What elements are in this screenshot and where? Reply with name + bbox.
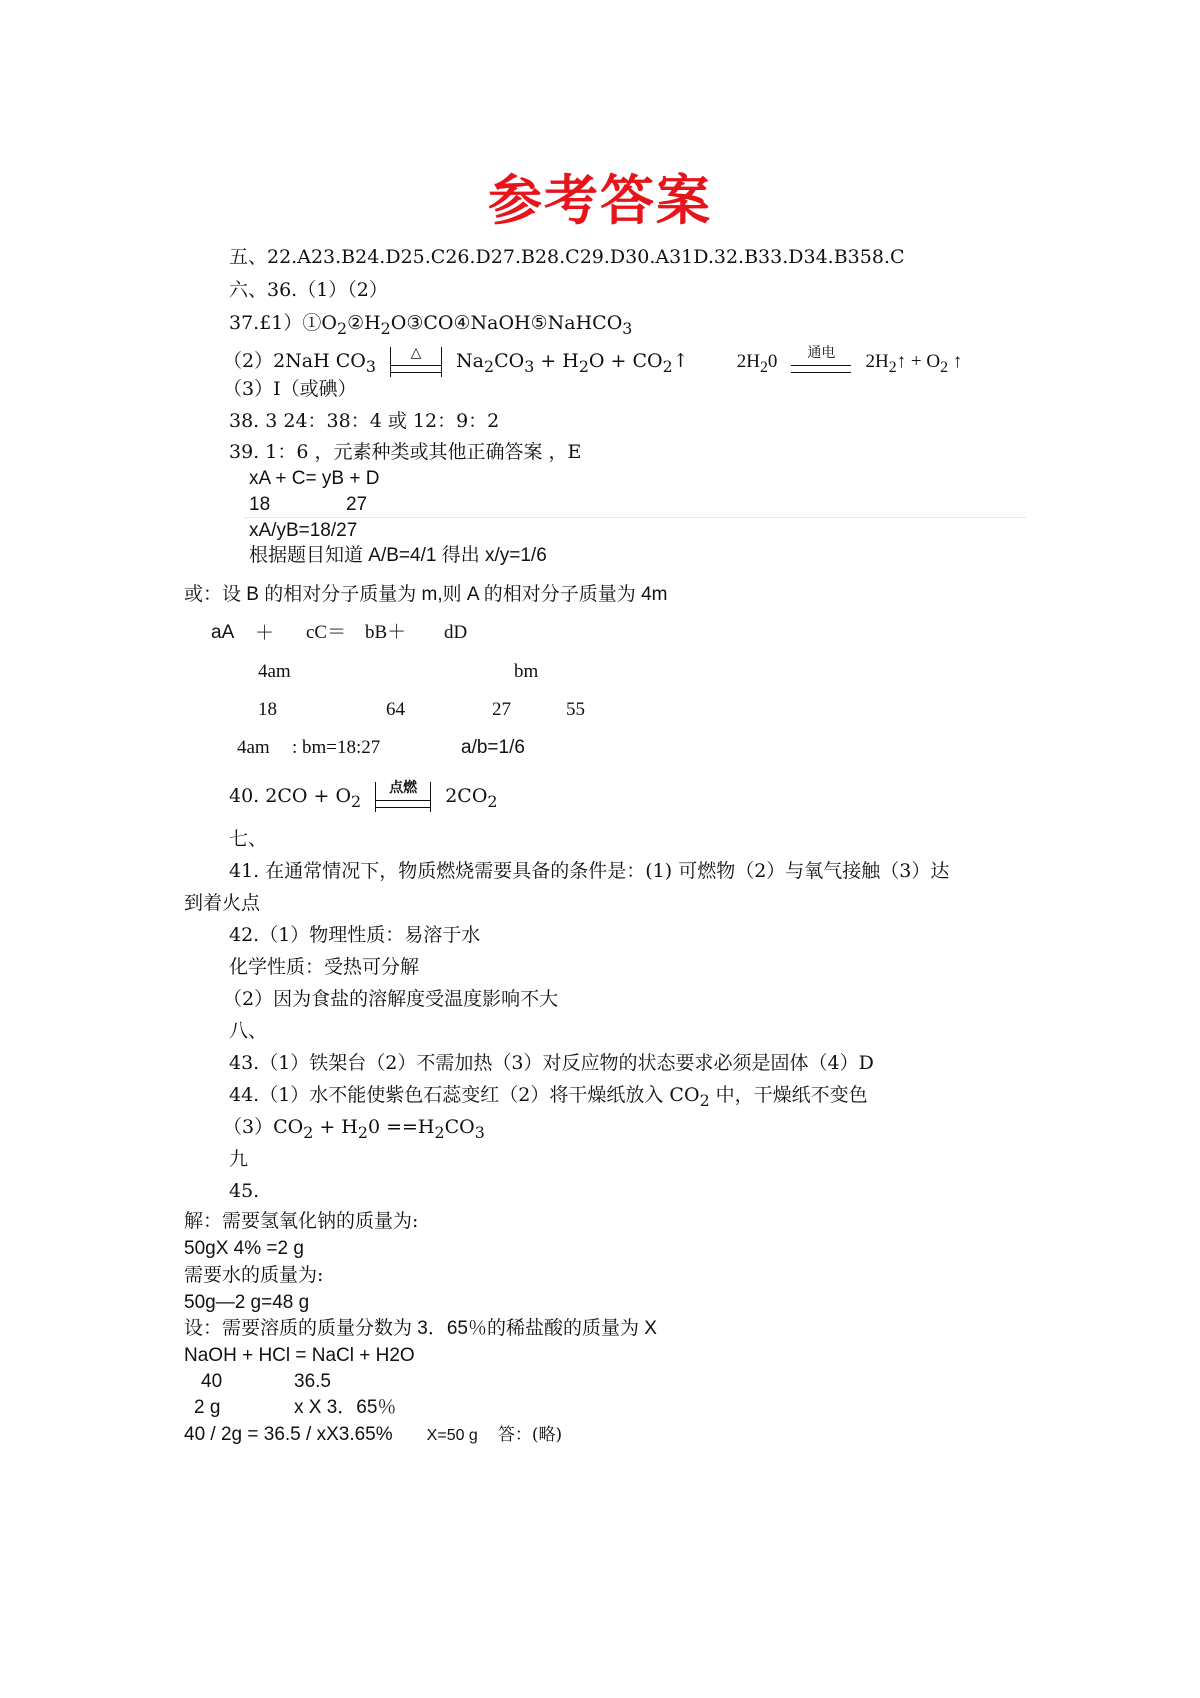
- page-title: 参考答案: [488, 169, 712, 232]
- q37-part2-equations: （2）2NaH $CO_3$ △ $Na_2CO_3 + H_2O$ + $CO_2↑$ $2H_20$ 通电 $2H_2↑ + O_2$ ↑: [223, 345, 963, 376]
- q39-equation: xA + C= yB + D: [249, 468, 380, 489]
- solution-mass-naoh: 40: [201, 1371, 223, 1392]
- q40-equation: 40. $2CO + O_2$ 点燃 $2CO_2$: [229, 780, 498, 811]
- alt-val-b: 27: [492, 699, 511, 720]
- alt-row-mass-a: 4am: [258, 661, 291, 682]
- alt-ratio-b: : bm=18:27: [292, 737, 381, 758]
- q41-line1: 41. 在通常情况下，物质燃烧需要具备的条件是：(1) 可燃物（2）与氧气接触（3）达: [229, 860, 950, 882]
- solution-line4: 50g—2 g=48 g: [184, 1292, 310, 1313]
- q39-equation-mass-b: 27: [346, 494, 368, 515]
- solution-equation: NaOH + HCl = NaCl + H2O: [184, 1345, 415, 1366]
- solution-line5: 设：需要溶质的质量分数为 3．65％的稀盐酸的质量为 X: [184, 1318, 657, 1339]
- electrolysis-condition-sign: 通电: [791, 347, 851, 377]
- q39-alternative: 或：设 B 的相对分子质量为 m,则 A 的相对分子质量为 4m: [184, 584, 668, 605]
- alt-ratio-a: 4am: [237, 737, 270, 758]
- q45-number: 45.: [229, 1180, 260, 1202]
- section-5-answers: 五、22.A23.B24.D25.C26.D27.B28.C29.D30.A31D.32.B33.D34.B358.C: [229, 246, 905, 268]
- solution-given-hcl: x X 3．65％: [294, 1397, 397, 1418]
- alt-val-a: 18: [258, 699, 277, 720]
- q42-line3: （2）因为食盐的溶解度受温度影响不大: [223, 988, 559, 1010]
- alt-val-d: 55: [566, 699, 585, 720]
- q39-equation-mass-a: 18: [249, 494, 271, 515]
- alt-ratio-result: a/b=1/6: [461, 737, 525, 758]
- solution-given-naoh: 2 g: [194, 1397, 221, 1418]
- q39-ratio: xA/yB=18/27: [249, 520, 358, 541]
- q42-line2: 化学性质：受热可分解: [229, 956, 420, 978]
- solution-line2: 50gX 4% =2 g: [184, 1238, 304, 1259]
- q42-line1: 42.（1）物理性质：易溶于水: [229, 924, 481, 946]
- q39-answer: 39. 1：6 ，元素种类或其他正确答案 ，E: [229, 441, 582, 463]
- alt-val-c: 64: [386, 699, 405, 720]
- q37-part3: （3）I（或碘）: [223, 378, 357, 400]
- dotted-separator: [245, 517, 1025, 518]
- solution-mass-hcl: 36.5: [294, 1371, 331, 1392]
- q39-conclusion: 根据题目知道 A/B=4/1 得出 x/y=1/6: [249, 545, 547, 566]
- alt-equation: aA ＋ cC＝ bB＋ dD: [211, 622, 468, 644]
- section-6-heading: 六、36.（1）（2）: [229, 279, 388, 301]
- solution-line3: 需要水的质量为:: [184, 1264, 324, 1286]
- solution-proportion: 40 / 2g = 36.5 / xX3.65% X=50 g 答：(略): [184, 1424, 563, 1445]
- section-7-heading: 七、: [229, 828, 268, 850]
- q37-part1: $37.£1)①O_2②H_2O③CO④NaOH⑤NaHCO_3$: [229, 312, 633, 338]
- section-8-heading: 八、: [229, 1020, 268, 1042]
- heating-condition-sign: △: [390, 347, 442, 377]
- solution-line1: 解：需要氢氧化钠的质量为:: [184, 1210, 419, 1232]
- q43-answer: 43.（1）铁架台（2）不需加热（3）对反应物的状态要求必须是固体（4）D: [229, 1052, 874, 1074]
- q44-line1: 44.（1）水不能使紫色石蕊变红（2）将干燥纸放入 $CO_2$ 中，干燥纸不变色: [229, 1084, 868, 1110]
- section-9-heading: 九: [229, 1148, 249, 1170]
- ignition-condition-sign: 点燃: [375, 782, 431, 812]
- alt-row-mass-b: bm: [514, 661, 539, 682]
- q41-line2: 到着火点: [184, 892, 261, 914]
- q44-line2: $(3)CO_2 + H_20 ==H_2CO_3$: [223, 1116, 485, 1142]
- q38-answer: 38. 3 24：38：4 或 12：9：2: [229, 410, 500, 432]
